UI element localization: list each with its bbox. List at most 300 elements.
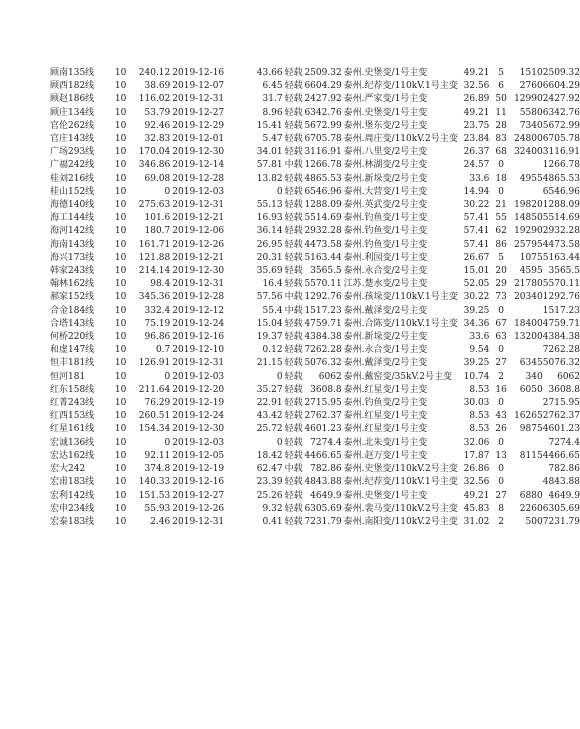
remaining-capacity-cell: 7274.4 [548,437,580,448]
voltage-kv-cell: 10 [114,384,127,395]
voltage-kv-cell: 10 [114,371,127,382]
transformer-load-rate-cell: 30.22 [463,200,490,211]
table-row [50,133,580,146]
record-date-cell: 2019-12-30 [172,147,225,158]
record-date-cell: 2019-12-31 [172,516,225,527]
substation-transformer-cell: 泰州.钓鱼变/1号主变 [343,239,428,250]
installed-capacity-cell: 12990 [514,94,543,105]
user-count-cell: 50 [495,94,507,105]
table-row [50,476,580,489]
transformer-load-rate-cell: 49.21 [463,107,490,118]
user-count-cell: 13 [495,450,507,461]
substation-transformer-cell: 泰州.纪荐变/110kV.1号主变 [343,477,458,488]
user-count-cell: 28 [495,120,507,131]
load-status-cell: 轻载 [284,384,303,395]
substation-transformer-cell: 泰州.合陈变/110kV.1号主变 [343,318,458,329]
max-current-cell: 154.34 [138,424,171,435]
table-row [50,146,580,159]
load-rate-cell: 5.47 [262,134,283,145]
load-status-cell: 轻载 [284,411,303,422]
table-row [50,410,580,423]
remaining-capacity-cell: 2762.37 [542,411,580,422]
user-count-cell: 26 [495,424,507,435]
installed-capacity-cell: 2760 [519,81,543,92]
voltage-kv-cell: 10 [114,345,127,356]
load-status-cell: 轻载 [284,332,303,343]
voltage-kv-cell: 10 [114,239,127,250]
record-date-cell: 2019-12-21 [172,252,225,263]
line-name-cell: 桂山152线 [50,186,95,197]
load-status-cell: 轻载 [284,226,303,237]
remaining-capacity-cell: 4466.65 [542,450,580,461]
substation-transformer-cell: 泰州.史堡变/1号主变 [343,68,428,78]
remaining-capacity-cell: 6604.29 [542,81,580,92]
transformer-load-rate-cell: 52.05 [463,279,490,290]
table-row [50,437,580,450]
substation-transformer-cell: 泰州.大营变/1号主变 [343,186,428,197]
available-capacity-cell: 5672.99 [304,120,342,131]
substation-transformer-cell: 泰州.北朱变/1号主变 [343,437,428,448]
remaining-capacity-cell: 3565.5 [548,266,580,277]
line-name-cell: 顾赵186线 [50,94,95,105]
user-count-cell: 5 [498,68,504,78]
table-row [50,423,580,436]
voltage-kv-cell: 10 [114,147,127,158]
transformer-load-rate-cell: 10.74 [463,371,490,382]
table-row [50,67,580,80]
substation-transformer-cell: 泰州.八里变/2号主变 [343,147,428,158]
line-name-cell: 和虚147线 [50,345,95,356]
record-date-cell: 2019-12-03 [172,437,225,448]
substation-transformer-cell: 泰州.红星变/1号主变 [343,384,428,395]
transformer-load-rate-cell: 24.57 [463,160,490,171]
voltage-kv-cell: 10 [114,68,127,78]
load-status-cell: 轻载 [284,200,303,211]
table-row [50,159,580,172]
line-name-cell: 广福242线 [50,160,95,171]
table-row [50,173,580,186]
line-name-cell: 桂刘216线 [50,173,95,184]
line-name-cell: 宏达162线 [50,450,95,461]
table-row [50,490,580,503]
transformer-load-rate-cell: 17.87 [463,450,490,461]
load-status-cell: 轻载 [284,107,303,118]
record-date-cell: 2019-12-21 [172,213,225,224]
installed-capacity-cell: 25795 [514,239,543,250]
load-rate-cell: 62.47 [256,464,283,475]
max-current-cell: 211.64 [138,384,171,395]
user-count-cell: 0 [498,464,504,475]
user-count-cell: 21 [495,200,507,211]
record-date-cell: 2019-12-03 [172,371,225,382]
remaining-capacity-cell: 1292.76 [542,292,580,303]
user-count-cell: 27 [495,358,507,369]
user-count-cell: 29 [495,279,507,290]
substation-transformer-cell: 泰州.孩垛变/110kV.1号主变 [343,292,458,303]
line-name-cell: 顾西182线 [50,81,95,92]
max-current-cell: 98.4 [150,279,171,290]
load-status-cell: 轻载 [284,266,303,277]
line-name-cell: 海德140线 [50,200,95,211]
remaining-capacity-cell: 6305.69 [542,503,580,514]
installed-capacity-cell [513,437,543,450]
max-current-cell: 96.86 [144,332,171,343]
available-capacity-cell: 4466.65 [304,450,342,461]
max-current-cell: 92.11 [144,450,171,461]
substation-transformer-cell: 泰州.戴泽变/2号主变 [343,305,428,316]
voltage-kv-cell: 10 [114,160,127,171]
installed-capacity-cell: 2260 [519,503,543,514]
remaining-capacity-cell: 5163.44 [542,252,580,263]
table-row [50,93,580,106]
load-status-cell: 轻载 [284,318,303,329]
load-status-cell: 中载 [284,160,303,171]
voltage-kv-cell: 10 [114,503,127,514]
max-current-cell: 0 [164,371,171,382]
available-capacity-cell: 782.86 [310,464,342,475]
user-count-cell: 63 [495,332,507,343]
transformer-load-rate-cell: 8.53 [469,411,490,422]
substation-transformer-cell: 泰州.南阳变/110kV.2号主变 [343,516,458,527]
transformer-load-rate-cell: 49.21 [463,68,490,78]
max-current-cell: 75.19 [144,318,171,329]
load-rate-cell: 43.66 [256,68,283,78]
line-name-cell: 合金184线 [50,305,95,316]
user-count-cell: 16 [495,384,507,395]
table-row [50,120,580,133]
load-rate-cell: 36.14 [256,226,283,237]
remaining-capacity-cell: 5672.99 [542,120,580,131]
substation-transformer-cell: 泰州.新垛变/2号主变 [343,332,428,343]
voltage-kv-cell: 10 [114,464,127,475]
table-row [50,397,580,410]
remaining-capacity-cell: 3608.8 [548,384,580,395]
line-name-cell: 合塔143线 [50,318,95,329]
transformer-load-rate-cell: 32.06 [463,437,490,448]
user-count-cell: 20 [495,266,507,277]
load-rate-cell: 0 [276,437,283,448]
transformer-load-rate-cell: 23.84 [463,134,490,145]
line-name-cell: 恒河181 [50,371,86,382]
line-name-cell: 宏甫183线 [50,477,95,488]
available-capacity-cell: 2427.92 [304,94,342,105]
remaining-capacity-cell: 7231.79 [542,516,580,527]
line-name-cell: 广场293线 [50,147,95,158]
load-rate-cell: 25.72 [256,424,283,435]
available-capacity-cell: 6305.69 [304,503,342,514]
line-name-cell: 红星161线 [50,424,95,435]
load-status-cell: 轻载 [284,94,303,105]
table-row [50,278,580,291]
voltage-kv-cell: 10 [114,292,127,303]
load-rate-cell: 31.7 [262,94,283,105]
max-current-cell: 53.79 [144,107,171,118]
table-row [50,212,580,225]
substation-transformer-cell: 泰州.史堡变/1号主变 [343,490,428,501]
load-status-cell: 轻载 [284,213,303,224]
installed-capacity-cell: 19820 [514,200,543,211]
load-rate-cell: 26.95 [256,239,283,250]
line-name-cell: 郝家152线 [50,292,95,303]
line-name-cell: 何桥220线 [50,332,95,343]
record-date-cell: 2019-12-16 [172,332,225,343]
substation-transformer-cell: 泰州.严家变/1号主变 [343,94,428,105]
user-count-cell: 68 [495,147,507,158]
available-capacity-cell: 6546.96 [304,186,342,197]
record-date-cell: 2019-12-30 [172,266,225,277]
user-count-cell: 6 [498,81,504,92]
load-rate-cell: 6.45 [262,81,283,92]
user-count-cell: 43 [495,411,507,422]
available-capacity-cell: 4601.23 [304,424,342,435]
remaining-capacity-cell: 5514.69 [542,213,580,224]
table-row [50,450,580,463]
max-current-cell: 214.14 [138,266,171,277]
load-status-cell: 轻载 [284,345,303,356]
load-status-cell: 轻载 [284,490,303,501]
record-date-cell: 2019-12-20 [172,384,225,395]
load-status-cell: 轻载 [284,516,303,527]
voltage-kv-cell: 10 [114,437,127,448]
transformer-load-rate-cell: 34.36 [463,318,490,329]
max-current-cell: 0 [164,437,171,448]
table-row [50,252,580,265]
installed-capacity-cell: 500 [525,516,543,527]
record-date-cell: 2019-12-26 [172,239,225,250]
load-rate-cell: 35.69 [256,266,283,277]
available-capacity-cell: 6062 [318,371,342,382]
transformer-load-rate-cell: 9.54 [469,345,490,356]
installed-capacity-cell [513,344,543,357]
installed-capacity-cell [513,397,543,410]
max-current-cell: 332.4 [144,305,171,316]
remaining-capacity-cell: 1266.78 [542,160,580,171]
available-capacity-cell: 5076.32 [304,358,342,369]
remaining-capacity-cell: 5076.32 [542,358,580,369]
table-row [50,225,580,238]
remaining-capacity-cell: 5570.11 [542,279,580,290]
load-rate-cell: 19.37 [256,332,283,343]
line-name-cell: 翰林162线 [50,279,95,290]
voltage-kv-cell: 10 [114,305,127,316]
remaining-capacity-cell: 6342.76 [542,107,580,118]
line-name-cell: 海工144线 [50,213,95,224]
transformer-load-rate-cell: 15.01 [463,266,490,277]
installed-capacity-cell: 340 [525,371,543,382]
load-rate-cell: 0.12 [262,345,283,356]
load-status-cell: 轻载 [284,398,303,409]
available-capacity-cell: 4649.9 [310,490,342,501]
transformer-load-rate-cell: 32.56 [463,81,490,92]
voltage-kv-cell: 10 [114,252,127,263]
record-date-cell: 2019-12-30 [172,424,225,435]
load-rate-cell: 13.82 [256,173,283,184]
installed-capacity-cell: 6345 [519,358,543,369]
remaining-capacity-cell: 4865.53 [542,173,580,184]
table-row [50,107,580,120]
installed-capacity-cell: 20340 [514,292,543,303]
available-capacity-cell: 5163.44 [304,252,342,263]
substation-transformer-cell: 泰州.永合变/2号主变 [343,266,428,277]
record-date-cell: 2019-12-27 [172,490,225,501]
substation-transformer-cell: 泰州.史堡变/1号主变 [343,107,428,118]
installed-capacity-cell: 19290 [514,226,543,237]
voltage-kv-cell: 10 [114,411,127,422]
voltage-kv-cell: 10 [114,516,127,527]
user-count-cell: 5 [498,252,504,263]
load-rate-cell: 43.42 [256,411,283,422]
feeder-load-table [50,67,580,529]
load-rate-cell: 8.96 [262,107,283,118]
remaining-capacity-cell: 782.86 [548,464,580,475]
table-row [50,344,580,357]
transformer-load-rate-cell: 23.75 [463,120,490,131]
load-status-cell: 轻载 [284,424,303,435]
installed-capacity-cell: 16265 [514,411,543,422]
load-status-cell: 轻载 [284,477,303,488]
user-count-cell: 86 [495,239,507,250]
user-count-cell: 0 [498,437,504,448]
substation-transformer-cell: 泰州.红星变/1号主变 [343,424,428,435]
remaining-capacity-cell: 6705.78 [542,134,580,145]
installed-capacity-cell: 4955 [519,173,543,184]
load-status-cell: 中载 [284,305,303,316]
table-row [50,463,580,476]
available-capacity-cell: 1266.78 [304,160,342,171]
user-count-cell: 0 [498,345,504,356]
installed-capacity-cell: 5580 [519,107,543,118]
max-current-cell: 161.71 [138,239,171,250]
transformer-load-rate-cell: 14.94 [463,186,490,197]
load-status-cell: 轻载 [284,437,303,448]
load-rate-cell: 18.42 [256,450,283,461]
installed-capacity-cell: 7340 [519,120,543,131]
line-name-cell: 宏大242 [50,464,86,475]
line-name-cell: 官伦262线 [50,120,95,131]
load-rate-cell: 16.93 [256,213,283,224]
substation-transformer-cell: 泰州.史堡变/110kV.2号主变 [343,464,458,475]
line-name-cell: 宏利142线 [50,490,95,501]
table-row [50,503,580,516]
available-capacity-cell: 2715.95 [304,398,342,409]
user-count-cell: 2 [498,516,504,527]
table-row [50,516,580,529]
available-capacity-cell: 5570.11 [304,279,342,290]
table-row [50,384,580,397]
installed-capacity-cell [513,305,543,318]
load-rate-cell: 0 [276,371,283,382]
line-name-cell: 海河142线 [50,226,95,237]
installed-capacity-cell: 4595 [519,266,543,277]
transformer-load-rate-cell: 45.83 [463,503,490,514]
load-rate-cell: 34.01 [256,147,283,158]
max-current-cell: 275.63 [138,200,171,211]
available-capacity-cell: 4384.38 [304,332,342,343]
load-status-cell: 轻载 [284,186,303,197]
remaining-capacity-cell: 1288.09 [542,200,580,211]
substation-transformer-cell: 泰州.周庄变/110kV.2号主变 [343,134,458,145]
record-date-cell: 2019-12-03 [172,186,225,197]
voltage-kv-cell: 10 [114,318,127,329]
available-capacity-cell: 3116.91 [304,147,342,158]
table-row [50,305,580,318]
installed-capacity-cell: 13200 [514,332,543,343]
transformer-load-rate-cell: 26.37 [463,147,490,158]
installed-capacity-cell: 24800 [514,134,543,145]
max-current-cell: 240.12 [138,68,171,78]
max-current-cell: 180.7 [144,226,171,237]
voltage-kv-cell: 10 [114,94,127,105]
load-rate-cell: 57.56 [256,292,283,303]
record-date-cell: 2019-12-16 [172,68,225,78]
max-current-cell: 101.6 [144,213,171,224]
load-status-cell: 中载 [284,292,303,303]
line-name-cell: 宏申234线 [50,503,95,514]
load-status-cell: 中载 [284,464,303,475]
load-status-cell: 轻载 [284,371,303,382]
remaining-capacity-cell: 4843.88 [542,477,580,488]
available-capacity-cell: 1288.09 [304,200,342,211]
user-count-cell: 0 [498,305,504,316]
substation-transformer-cell: 泰州.纪荐变/110kV.1号主变 [343,81,458,92]
record-date-cell: 2019-12-07 [172,81,225,92]
user-count-cell: 0 [498,398,504,409]
load-rate-cell: 35.27 [256,384,283,395]
substation-transformer-cell: 江苏.楚水变/2号主变 [343,279,428,290]
remaining-capacity-cell: 4601.23 [542,424,580,435]
transformer-load-rate-cell: 33.6 [469,332,490,343]
voltage-kv-cell: 10 [114,173,127,184]
installed-capacity-cell [513,159,543,172]
remaining-capacity-cell: 2932.28 [542,226,580,237]
transformer-load-rate-cell: 39.25 [463,358,490,369]
remaining-capacity-cell: 3116.91 [542,147,580,158]
load-rate-cell: 25.26 [256,490,283,501]
record-date-cell: 2019-12-05 [172,450,225,461]
transformer-load-rate-cell: 57.41 [463,239,490,250]
voltage-kv-cell: 10 [114,107,127,118]
line-name-cell: 红东158线 [50,384,95,395]
load-status-cell: 轻载 [284,358,303,369]
substation-transformer-cell: 泰州.钓鱼变/2号主变 [343,398,428,409]
line-name-cell: 红西153线 [50,411,95,422]
load-rate-cell: 55.13 [256,200,283,211]
substation-transformer-cell: 泰州.红星变/1号主变 [343,411,428,422]
substation-transformer-cell: 泰州.钓鱼变/1号主变 [343,213,428,224]
record-date-cell: 2019-12-16 [172,477,225,488]
table-row [50,357,580,370]
substation-transformer-cell: 泰州.赵万变/1号主变 [343,450,428,461]
transformer-load-rate-cell: 57.41 [463,226,490,237]
voltage-kv-cell: 10 [114,213,127,224]
remaining-capacity-cell: 6062 [557,371,580,382]
table-row [50,186,580,199]
line-name-cell: 海兴173线 [50,252,95,263]
user-count-cell: 0 [498,186,504,197]
load-rate-cell: 16.4 [262,279,283,290]
record-date-cell: 2019-12-28 [172,173,225,184]
voltage-kv-cell: 10 [114,186,127,197]
record-date-cell: 2019-12-24 [172,411,225,422]
load-status-cell: 轻载 [284,239,303,250]
max-current-cell: 346.86 [138,160,171,171]
max-current-cell: 151.53 [138,490,171,501]
voltage-kv-cell: 10 [114,279,127,290]
record-date-cell: 2019-12-06 [172,226,225,237]
user-count-cell: 18 [495,173,507,184]
max-current-cell: 345.36 [138,292,171,303]
record-date-cell: 2019-12-24 [172,318,225,329]
